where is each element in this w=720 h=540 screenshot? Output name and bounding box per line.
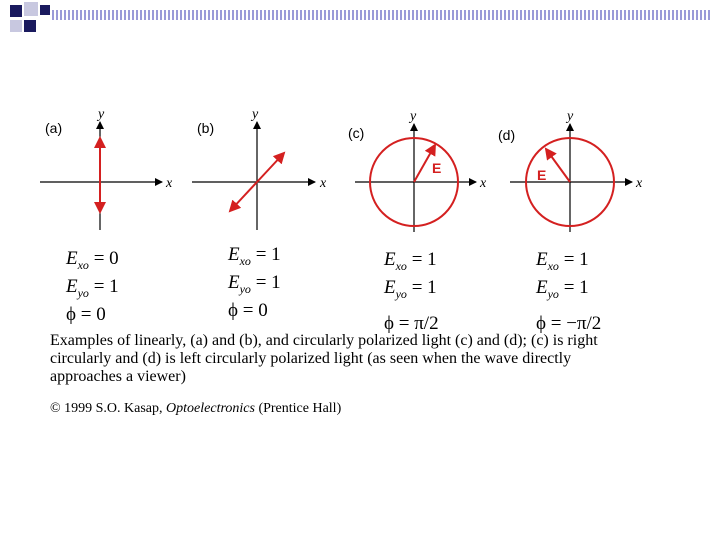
panel-b-equations [228, 244, 281, 322]
panel-d-eq-phi: ϕ = −π/2 [536, 312, 602, 334]
panel-d-y-label: y [567, 109, 574, 124]
panel-d-eq-exo: $E_{xo} = 1$ [536, 249, 589, 273]
panel-c-label: (c) [348, 125, 365, 141]
panel-d-x-label: x [636, 176, 643, 191]
panel-c [348, 109, 487, 232]
panel-d-label: (d) [498, 127, 516, 143]
panel-c-y-label: y [410, 109, 417, 124]
panel-b-eq-phi: ϕ = 0 [228, 299, 268, 321]
panel-c-eq-exo: $E_{xo} = 1$ [384, 249, 437, 273]
panel-c-eq-phi: ϕ = π/2 [384, 312, 439, 334]
panel-d [498, 109, 643, 232]
panel-b-field-arrow-down [230, 182, 257, 211]
panel-d-equations [536, 249, 601, 335]
panel-a-equations [66, 248, 119, 326]
panel-d-field-arrow [546, 149, 570, 182]
figure-caption: Examples of linearly, (a) and (b), and circularly polarized light (c) and (d); (c) is right circularly and (d) is left circularly polarized light (as seen when the wave directly approaches a viewer) [50, 332, 598, 385]
panel-a-eq-phi: ϕ = 0 [66, 303, 106, 325]
panel-a-eq-exo: $E_{xo} = 0$ [66, 248, 119, 272]
panel-a-label: (a) [45, 120, 63, 136]
panel-c-eq-eyo: $E_{yo} = 1$ [384, 276, 437, 301]
panel-b-eq-eyo: $E_{yo} = 1$ [228, 271, 281, 296]
panel-c-equations [384, 249, 439, 335]
panel-b-y-label: y [252, 107, 259, 122]
panel-d-eq-eyo: $E_{yo} = 1$ [536, 276, 589, 301]
panel-b-label: (b) [197, 120, 215, 136]
credit-book-title: Optoelectronics [166, 401, 255, 416]
panel-b-x-label: x [320, 176, 327, 191]
panel-a-y-label: y [98, 107, 105, 122]
panel-a-eq-eyo: $E_{yo} = 1$ [66, 275, 119, 300]
panel-d-field-label: E [537, 167, 547, 183]
panel-a [40, 107, 173, 230]
credit-suffix: (Prentice Hall) [254, 401, 342, 416]
credit-prefix: © 1999 S.O. Kasap, [50, 401, 167, 416]
panel-c-field-label: E [432, 160, 442, 176]
panel-b [192, 107, 327, 230]
panel-a-x-label: x [166, 176, 173, 191]
figure-credit [50, 401, 341, 417]
panel-b-eq-exo: $E_{xo} = 1$ [228, 244, 281, 268]
panel-c-x-label: x [480, 176, 487, 191]
panel-b-field-arrow-up [257, 153, 284, 182]
